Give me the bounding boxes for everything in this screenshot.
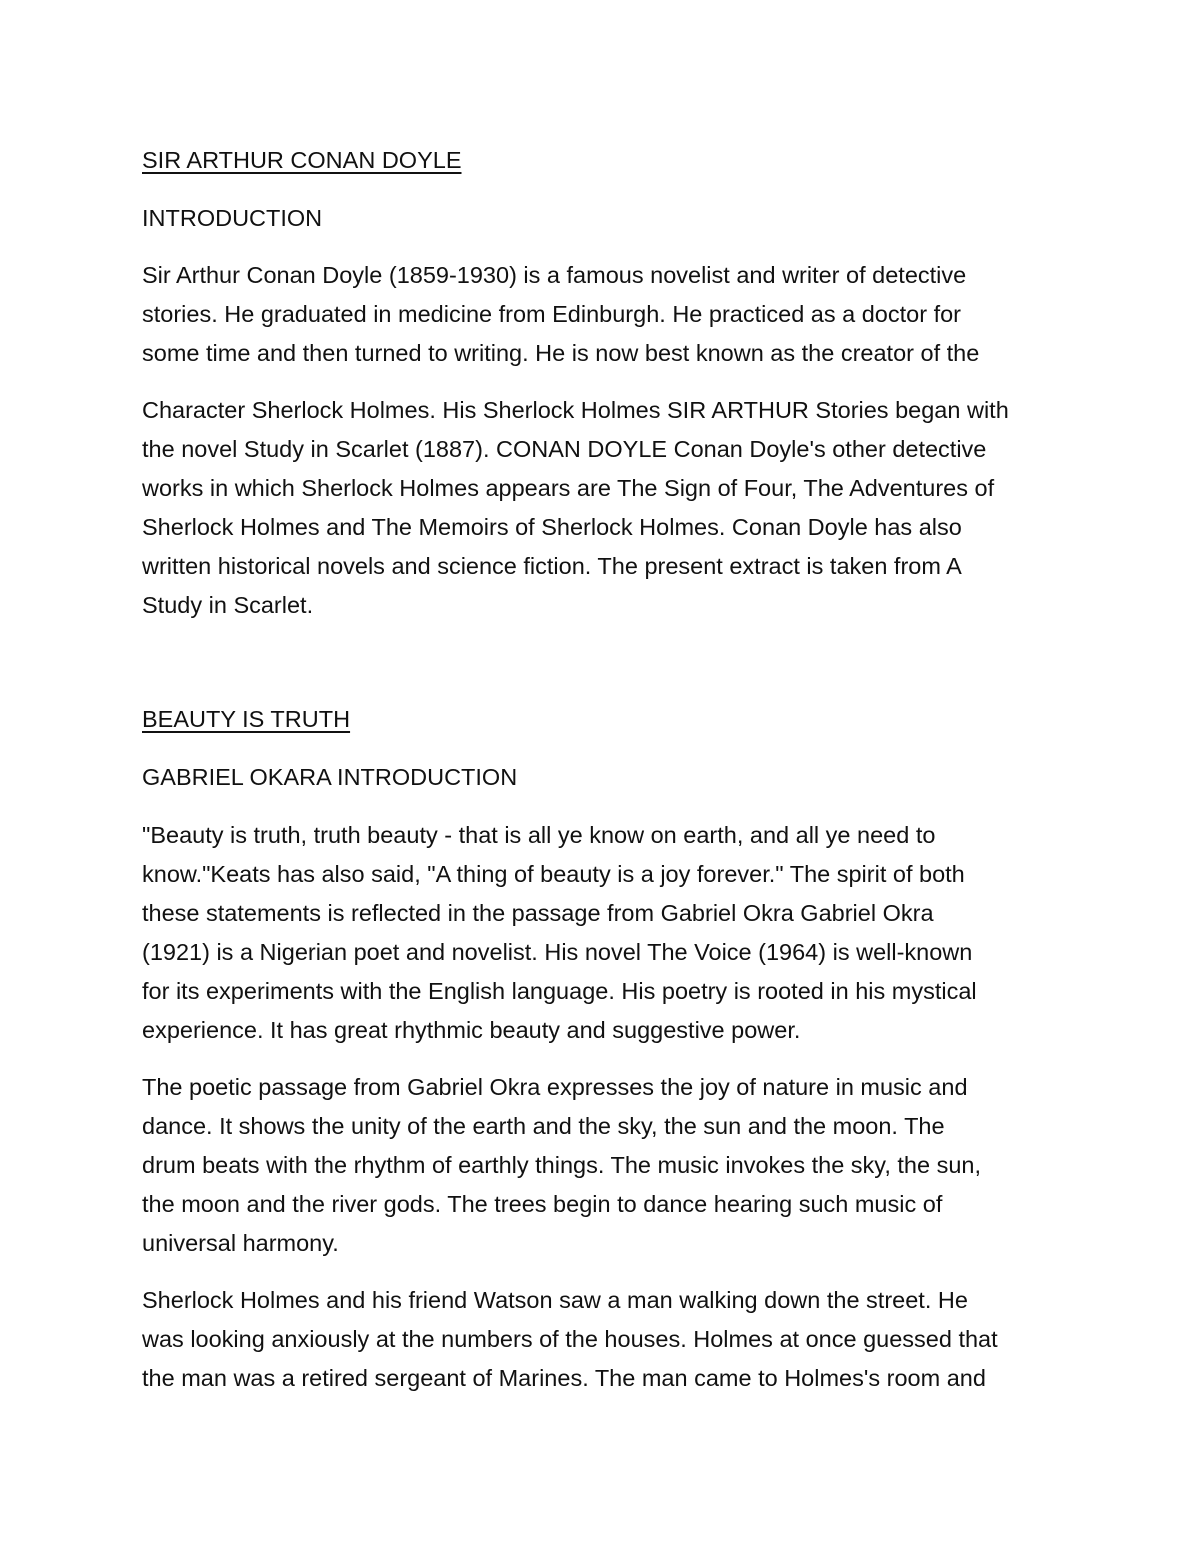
- paragraph-line: these statements is reflected in the passage from Gabriel Okra Gabriel Okra: [142, 900, 934, 926]
- paragraph-line: for its experiments with the English language. His poetry is rooted in his mystical: [142, 978, 977, 1004]
- section-subtitle-okara-introduction: GABRIEL OKARA INTRODUCTION: [142, 764, 518, 790]
- paragraph-line: (1921) is a Nigerian poet and novelist. His novel The Voice (1964) is well-known: [142, 939, 973, 965]
- paragraph-line: know."Keats has also said, "A thing of beauty is a joy forever." The spirit of both: [142, 861, 965, 887]
- paragraph-conan-doyle-bio: [142, 256, 1072, 373]
- paragraph-line: Character Sherlock Holmes. His Sherlock Holmes SIR ARTHUR Stories began with: [142, 397, 1009, 423]
- paragraph-line: The poetic passage from Gabriel Okra expresses the joy of nature in music and: [142, 1074, 968, 1100]
- paragraph-line: universal harmony.: [142, 1230, 339, 1256]
- paragraph-line: the novel Study in Scarlet (1887). CONAN DOYLE Conan Doyle's other detective: [142, 436, 987, 462]
- paragraph-poetic-passage: [142, 1068, 1072, 1263]
- paragraph-line: drum beats with the rhythm of earthly things. The music invokes the sky, the sun,: [142, 1152, 981, 1178]
- paragraph-keats-okara: [142, 816, 1072, 1050]
- paragraph-line: the man was a retired sergeant of Marines. The man came to Holmes's room and: [142, 1365, 986, 1391]
- paragraph-line: Sherlock Holmes and The Memoirs of Sherlock Holmes. Conan Doyle has also: [142, 514, 962, 540]
- paragraph-sherlock-works: [142, 391, 1072, 625]
- paragraph-line: "Beauty is truth, truth beauty - that is all ye know on earth, and all ye need to: [142, 822, 936, 848]
- paragraph-line: the moon and the river gods. The trees begin to dance hearing such music of: [142, 1191, 943, 1217]
- paragraph-line: works in which Sherlock Holmes appears are The Sign of Four, The Adventures of: [142, 475, 995, 501]
- paragraph-line: some time and then turned to writing. He is now best known as the creator of the: [142, 340, 980, 366]
- paragraph-line: dance. It shows the unity of the earth and the sky, the sun and the moon. The: [142, 1113, 945, 1139]
- section-title-beauty-is-truth: BEAUTY IS TRUTH: [142, 706, 351, 732]
- paragraph-line: Sherlock Holmes and his friend Watson saw a man walking down the street. He: [142, 1287, 968, 1313]
- paragraph-line: stories. He graduated in medicine from Edinburgh. He practiced as a doctor for: [142, 301, 962, 327]
- section-title-conan-doyle: SIR ARTHUR CONAN DOYLE: [142, 147, 462, 173]
- paragraph-line: Sir Arthur Conan Doyle (1859-1930) is a famous novelist and writer of detective: [142, 262, 967, 288]
- paragraph-line: Study in Scarlet.: [142, 592, 314, 618]
- paragraph-line: written historical novels and science fiction. The present extract is taken from A: [142, 553, 962, 579]
- paragraph-holmes-watson: [142, 1281, 1072, 1398]
- paragraph-line: was looking anxiously at the numbers of the houses. Holmes at once guessed that: [142, 1326, 998, 1352]
- paragraph-line: experience. It has great rhythmic beauty and suggestive power.: [142, 1017, 801, 1043]
- section-subtitle-introduction: INTRODUCTION: [142, 205, 323, 231]
